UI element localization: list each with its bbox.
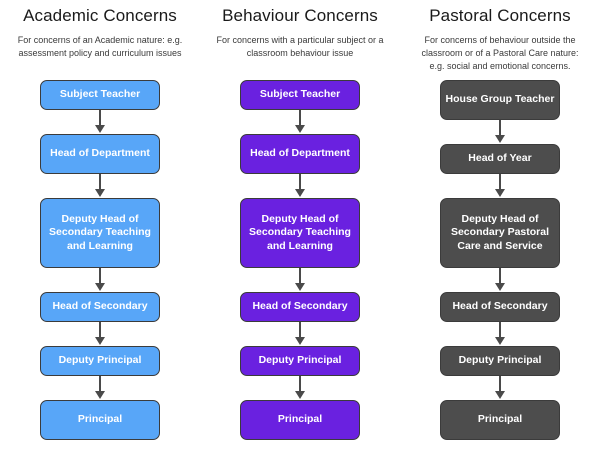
flow-behaviour [206, 80, 394, 440]
arrow-pastoral-5 [493, 376, 507, 400]
arrow-behaviour-5 [293, 376, 307, 400]
column-title-pastoral: Pastoral Concerns [429, 6, 571, 25]
column-pastoral-concerns [400, 4, 600, 454]
node-pastoral-2[interactable]: Head of Year [440, 144, 560, 174]
node-pastoral-4[interactable]: Head of Secondary [440, 292, 560, 322]
arrow-pastoral-4 [493, 322, 507, 346]
node-academic-2[interactable]: Head of Department [40, 134, 160, 174]
node-behaviour-2[interactable]: Head of Department [240, 134, 360, 174]
arrow-academic-3 [93, 268, 107, 292]
arrow-behaviour-4 [293, 322, 307, 346]
node-behaviour-3[interactable]: Deputy Head of Secondary Teaching and Learning [240, 198, 360, 268]
column-title-academic: Academic Concerns [23, 6, 177, 25]
node-academic-6[interactable]: Principal [40, 400, 160, 440]
arrow-behaviour-1 [293, 110, 307, 134]
flow-pastoral [406, 80, 594, 440]
node-behaviour-6[interactable]: Principal [240, 400, 360, 440]
node-academic-1[interactable]: Subject Teacher [40, 80, 160, 110]
node-academic-3[interactable]: Deputy Head of Secondary Teaching and Learning [40, 198, 160, 268]
arrow-behaviour-2 [293, 174, 307, 198]
arrow-academic-5 [93, 376, 107, 400]
node-behaviour-1[interactable]: Subject Teacher [240, 80, 360, 110]
node-behaviour-5[interactable]: Deputy Principal [240, 346, 360, 376]
column-behaviour-concerns [200, 4, 400, 454]
column-description-academic: For concerns of an Academic nature: e.g. assessment policy and curriculum issues [17, 35, 183, 59]
arrow-behaviour-3 [293, 268, 307, 292]
flow-academic [6, 80, 194, 440]
arrow-academic-2 [93, 174, 107, 198]
node-pastoral-6[interactable]: Principal [440, 400, 560, 440]
arrow-pastoral-3 [493, 268, 507, 292]
column-description-behaviour: For concerns with a particular subject or a classroom behaviour issue [216, 35, 384, 59]
node-academic-4[interactable]: Head of Secondary [40, 292, 160, 322]
arrow-pastoral-1 [493, 120, 507, 144]
node-behaviour-4[interactable]: Head of Secondary [240, 292, 360, 322]
arrow-pastoral-2 [493, 174, 507, 198]
column-description-pastoral: For concerns of behaviour outside the classroom or of a Pastoral Care nature: e.g. social and emotional concerns. [421, 35, 579, 72]
column-title-behaviour: Behaviour Concerns [222, 6, 378, 25]
arrow-academic-4 [93, 322, 107, 346]
arrow-academic-1 [93, 110, 107, 134]
column-academic-concerns [0, 4, 200, 454]
node-academic-5[interactable]: Deputy Principal [40, 346, 160, 376]
node-pastoral-1[interactable]: House Group Teacher [440, 80, 560, 120]
node-pastoral-3[interactable]: Deputy Head of Secondary Pastoral Care and Service [440, 198, 560, 268]
node-pastoral-5[interactable]: Deputy Principal [440, 346, 560, 376]
